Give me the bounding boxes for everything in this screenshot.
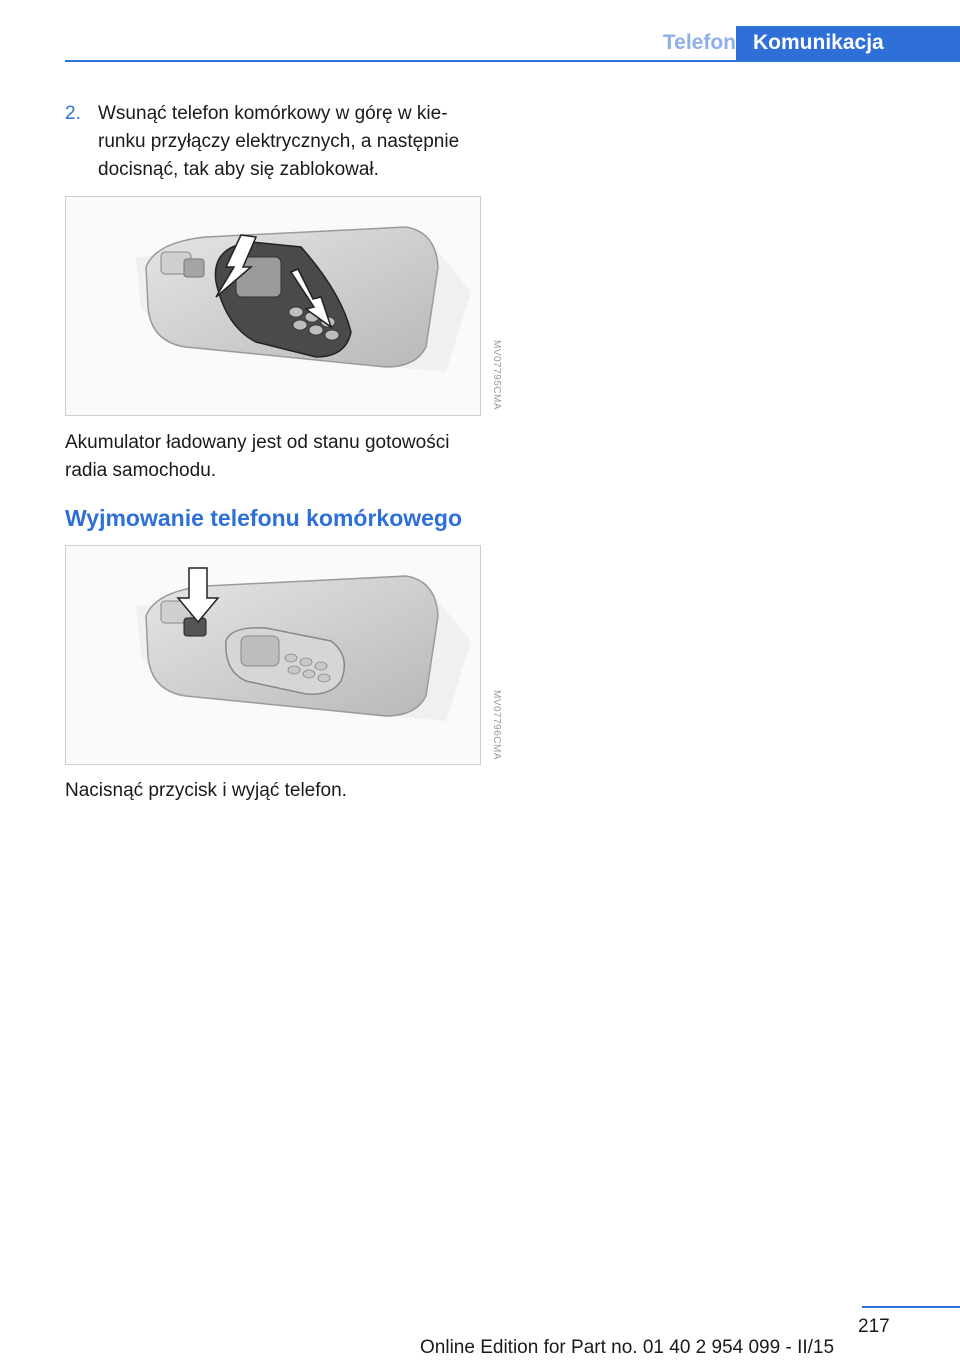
footer-rule	[862, 1306, 960, 1308]
phone-insert-illustration	[66, 197, 481, 416]
figure-code-1: MV07795CMA	[491, 340, 502, 411]
figure-phone-remove	[65, 545, 481, 765]
chapter-tab-komunikacja[interactable]: Komunikacja	[736, 26, 960, 62]
paragraph-battery: Akumulator ładowany jest od stanu gotowości radia samochodu.	[65, 432, 450, 481]
paragraph-remove: Nacisnąć przycisk i wyjąć telefon.	[65, 780, 347, 801]
step-text: Wsunąć telefon komórkowy w górę w kierunku przyłączy elektrycznych, a następnie docisnąć, tak aby się zablokował.	[98, 103, 460, 180]
phone-remove-illustration	[66, 546, 481, 765]
figure-code-2: MV07796CMA	[491, 690, 502, 761]
section-heading: Wyjmowanie telefonu komórkowego	[65, 505, 463, 531]
step-number: 2.	[65, 103, 81, 124]
section-tab-telefon[interactable]: Telefon	[662, 31, 736, 54]
page-number: 217	[858, 1316, 890, 1337]
edition-footer: Online Edition for Part no. 01 40 2 954 099 - II/15	[420, 1337, 835, 1358]
figure-phone-insert	[65, 196, 481, 416]
